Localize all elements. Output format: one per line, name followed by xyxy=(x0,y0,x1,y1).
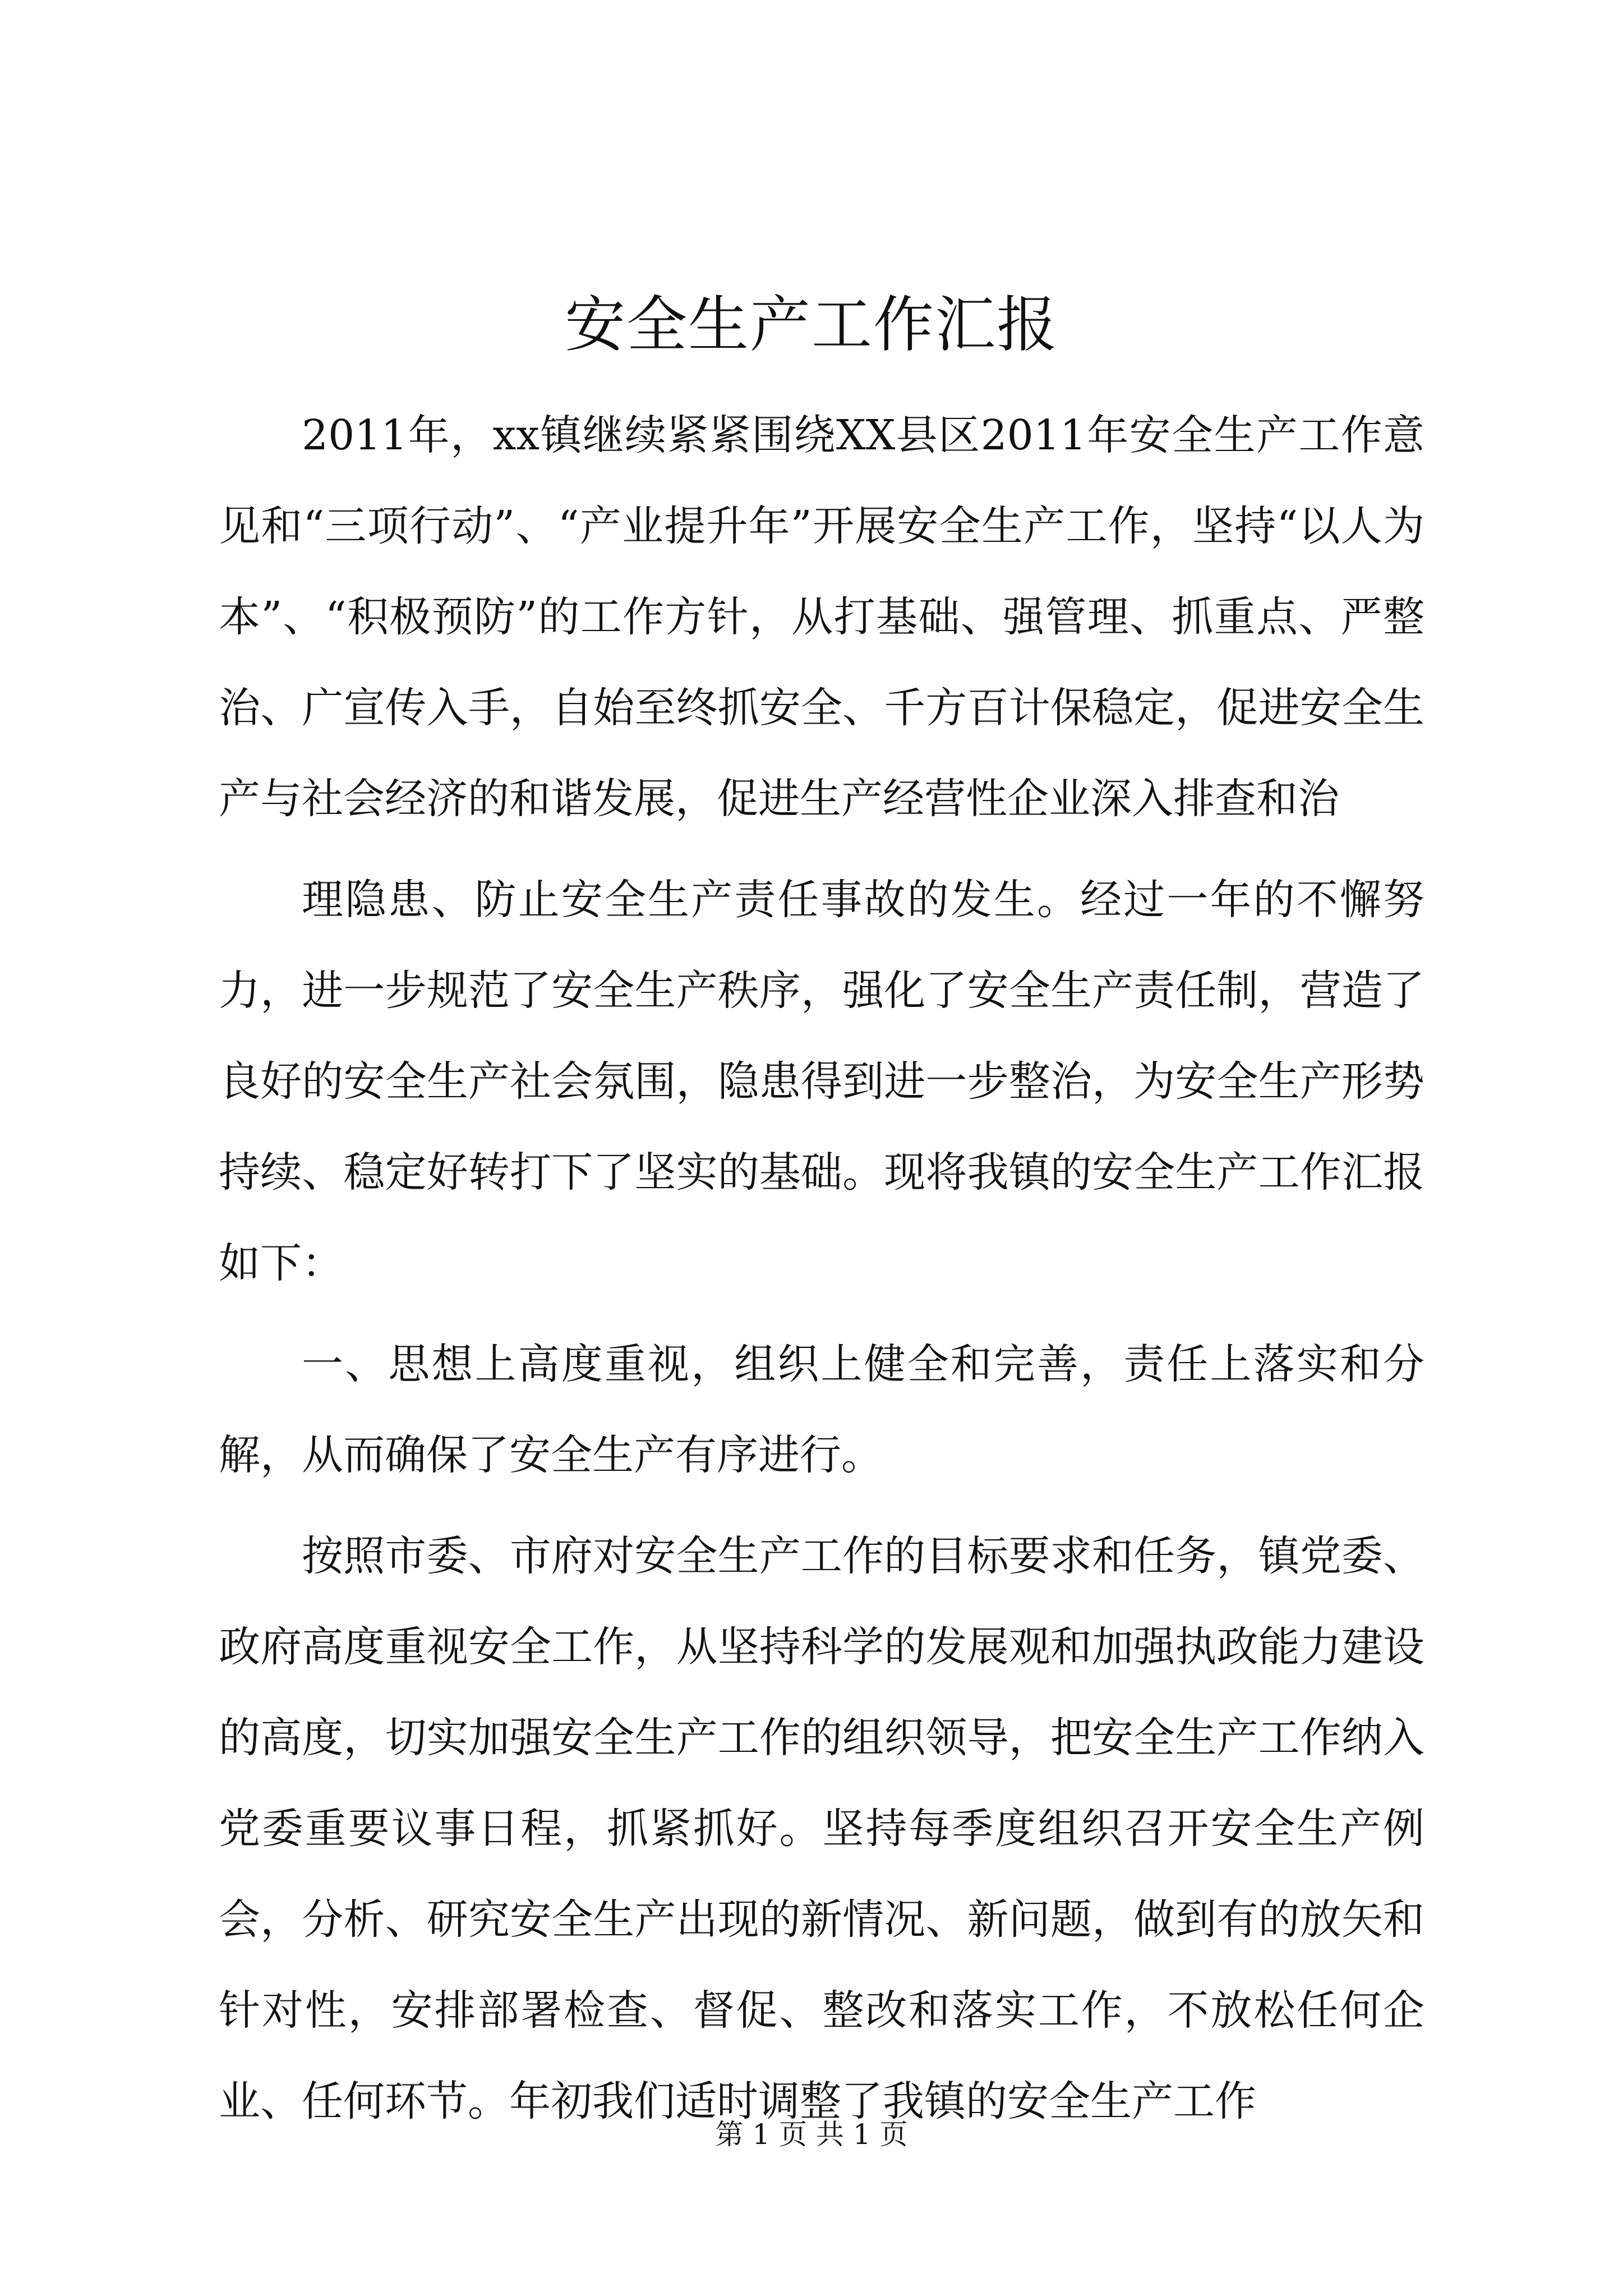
document-body xyxy=(219,390,1424,2147)
document-title: 安全生产工作汇报 xyxy=(564,290,1058,360)
page-footer: 第 1 页 共 1 页 xyxy=(715,2118,908,2151)
paragraph-4: 按照市委、市府对安全生产工作的目标要求和任务，镇党委、政府高度重视安全工作，从坚持科学的发展观和加强执政能力建设的高度，切实加强安全生产工作的组织领导，把安全生产工作纳入党委重要议事日程，抓紧抓好。坚持每季度组织召开安全生产例会，分析、研究安全生产出现的新情况、新问题，做到有的放矢和针对性，安排部署检查、督促、整改和落实工作，不放松任何企业、任何环节。年初我们适时调整了我镇的安全生产工作 xyxy=(219,1532,1424,2125)
paragraph-2: 理隐患、防止安全生产责任事故的发生。经过一年的不懈努力，进一步规范了安全生产秩序，强化了安全生产责任制，营造了良好的安全生产社会氛围，隐患得到进一步整治，为安全生产形势持续、稳定好转打下了坚实的基础。现将我镇的安全生产工作汇报如下： xyxy=(219,876,1424,1287)
paragraph-3: 一、思想上高度重视，组织上健全和完善，责任上落实和分解，从而确保了安全生产有序进行。 xyxy=(219,1340,1424,1479)
paragraph-1: 2011年，xx镇继续紧紧围绕XX县区2011年安全生产工作意见和“三项行动”、“产业提升年”开展安全生产工作，坚持“以人为本”、“积极预防”的工作方针，从打基础、强管理、抓重点、严整治、广宣传入手，自始至终抓安全、千方百计保稳定，促进安全生产与社会经济的和谐发展，促进生产经营性企业深入排查和治 xyxy=(219,411,1424,823)
